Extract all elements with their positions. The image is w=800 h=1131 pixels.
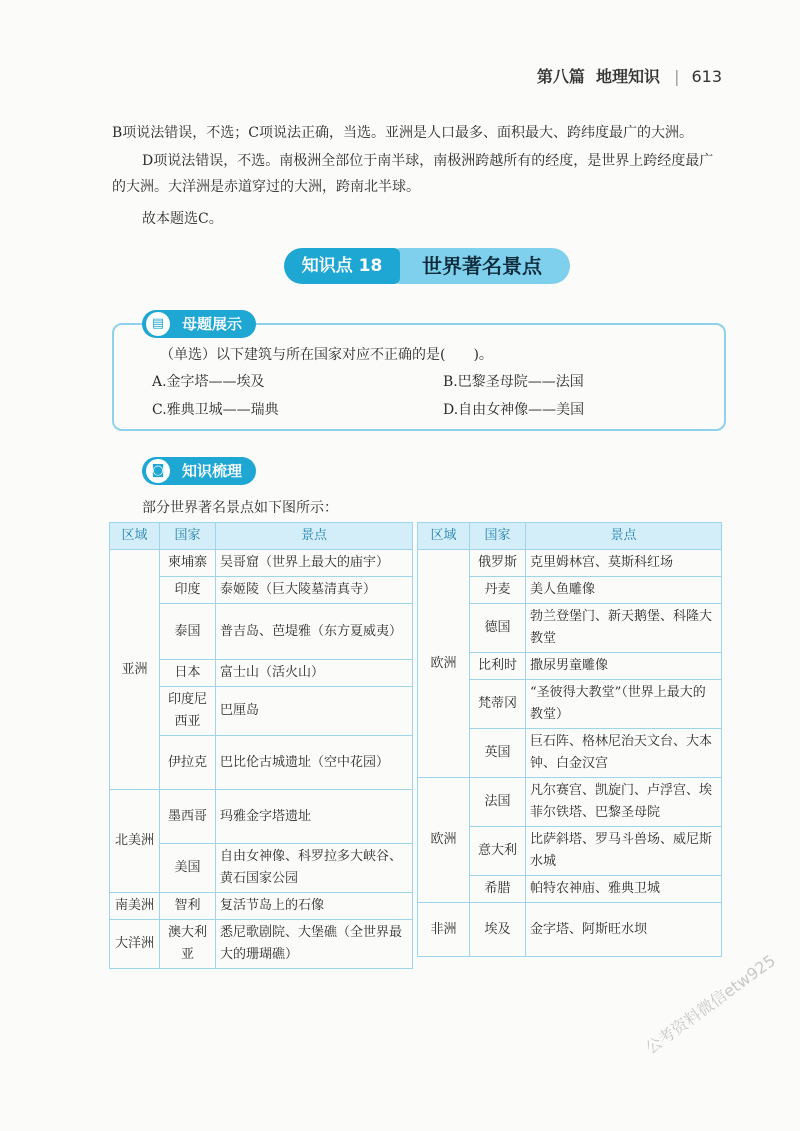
table-header-row <box>110 523 413 550</box>
site-cell: 巨石阵、格林尼治天文台、大本钟、白金汉宫 <box>526 729 722 778</box>
table-row <box>418 778 722 827</box>
country-cell: 伊拉克 <box>160 736 216 790</box>
region-cell: 南美洲 <box>110 893 160 920</box>
country-cell: 澳大利亚 <box>160 920 216 969</box>
site-cell: 比萨斜塔、罗马斗兽场、威尼斯水城 <box>526 827 722 876</box>
table-row <box>110 550 413 577</box>
notebook-icon: ◙ <box>146 459 170 483</box>
table-row <box>418 550 722 577</box>
site-cell: 吴哥窟（世界上最大的庙宇） <box>216 550 413 577</box>
analysis-line-b-c: B项说法错误，不选；C项说法正确，当选。亚洲是人口最多、面积最大、跨纬度最广的大洲。 <box>112 125 693 141</box>
header-region: 区域 <box>418 523 470 550</box>
knowledge-point-banner <box>284 248 570 284</box>
header-site: 景点 <box>216 523 413 550</box>
country-cell: 意大利 <box>470 827 526 876</box>
option-a: A.金字塔——埃及 <box>152 374 265 390</box>
table-row <box>110 920 413 969</box>
site-cell: 帕特农神庙、雅典卫城 <box>526 876 722 903</box>
table-header-row <box>418 523 722 550</box>
country-cell: 日本 <box>160 660 216 687</box>
site-cell: 自由女神像、科罗拉多大峡谷、黄石国家公园 <box>216 844 413 893</box>
site-cell: 悉尼歌剧院、大堡礁（全世界最大的珊瑚礁） <box>216 920 413 969</box>
site-cell: “圣彼得大教堂”（世界上最大的教堂） <box>526 680 722 729</box>
site-cell: 巴比伦古城遗址（空中花园） <box>216 736 413 790</box>
watermark-text: 公考资料微信etw925 <box>641 950 779 1058</box>
analysis-line-d: D项说法错误，不选。南极洲全部位于南半球，南极洲跨越所有的经度，是世界上跨经度最广的大洲。大洋洲是赤道穿过的大洲，跨南北半球。 <box>112 153 714 195</box>
section-label: 母题展示 <box>182 315 243 333</box>
site-cell: 玛雅金字塔遗址 <box>216 790 413 844</box>
knowledge-point-number: 知识点 18 <box>284 248 400 284</box>
site-cell: 凡尔赛宫、凯旋门、卢浮宫、埃菲尔铁塔、巴黎圣母院 <box>526 778 722 827</box>
country-cell: 泰国 <box>160 604 216 660</box>
book-icon: ▤ <box>146 312 170 336</box>
analysis-conclusion: 故本题选C。 <box>142 211 223 227</box>
region-cell: 非洲 <box>418 903 470 957</box>
country-cell: 希腊 <box>470 876 526 903</box>
site-cell: 泰姬陵（巨大陵墓清真寺） <box>216 577 413 604</box>
knowledge-point-title: 世界著名景点 <box>394 248 570 284</box>
page-header: 第八篇 地理知识 | 613 <box>536 67 722 86</box>
region-cell: 亚洲 <box>110 550 160 790</box>
section-tag-question <box>142 310 256 338</box>
country-cell: 埃及 <box>470 903 526 957</box>
sites-table-right <box>417 522 722 957</box>
region-cell: 欧洲 <box>418 550 470 778</box>
region-cell: 北美洲 <box>110 790 160 893</box>
table-row <box>110 790 413 844</box>
country-cell: 俄罗斯 <box>470 550 526 577</box>
header-region: 区域 <box>110 523 160 550</box>
header-site: 景点 <box>526 523 722 550</box>
country-cell: 墨西哥 <box>160 790 216 844</box>
site-cell: 普吉岛、芭堤雅（东方夏威夷） <box>216 604 413 660</box>
site-cell: 复活节岛上的石像 <box>216 893 413 920</box>
country-cell: 法国 <box>470 778 526 827</box>
country-cell: 美国 <box>160 844 216 893</box>
site-cell: 撒尿男童雕像 <box>526 653 722 680</box>
region-cell: 欧洲 <box>418 778 470 903</box>
table-row <box>418 903 722 957</box>
section-label: 知识梳理 <box>182 462 243 480</box>
country-cell: 英国 <box>470 729 526 778</box>
question-stem: （单选）以下建筑与所在国家对应不正确的是( )。 <box>160 347 493 363</box>
sites-table-left <box>109 522 413 969</box>
site-cell: 金字塔、阿斯旺水坝 <box>526 903 722 957</box>
header-country: 国家 <box>470 523 526 550</box>
site-cell: 勃兰登堡门、新天鹅堡、科隆大教堂 <box>526 604 722 653</box>
site-cell: 克里姆林宫、莫斯科红场 <box>526 550 722 577</box>
site-cell: 富士山（活火山） <box>216 660 413 687</box>
part-label: 第八篇 <box>536 67 585 86</box>
country-cell: 柬埔寨 <box>160 550 216 577</box>
country-cell: 梵蒂冈 <box>470 680 526 729</box>
site-cell: 美人鱼雕像 <box>526 577 722 604</box>
country-cell: 丹麦 <box>470 577 526 604</box>
country-cell: 德国 <box>470 604 526 653</box>
page-number: 613 <box>691 67 722 86</box>
country-cell: 比利时 <box>470 653 526 680</box>
part-title: 地理知识 <box>596 67 661 86</box>
option-c: C.雅典卫城——瑞典 <box>152 402 279 418</box>
option-d: D.自由女神像——美国 <box>443 402 585 418</box>
table-row <box>110 893 413 920</box>
country-cell: 印度 <box>160 577 216 604</box>
country-cell: 智利 <box>160 893 216 920</box>
option-b: B.巴黎圣母院——法国 <box>443 374 584 390</box>
section-tag-knowledge <box>142 457 256 485</box>
table-intro: 部分世界著名景点如下图所示： <box>142 500 338 516</box>
country-cell: 印度尼西亚 <box>160 687 216 736</box>
region-cell: 大洋洲 <box>110 920 160 969</box>
site-cell: 巴厘岛 <box>216 687 413 736</box>
header-country: 国家 <box>160 523 216 550</box>
